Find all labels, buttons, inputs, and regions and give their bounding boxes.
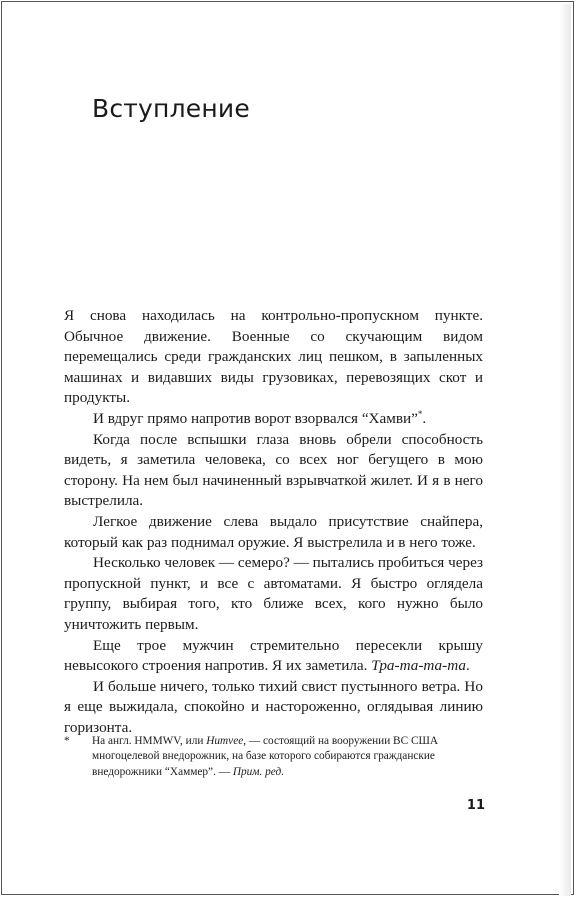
footnote-text-start: На англ. HMMWV, или xyxy=(92,735,207,747)
book-page xyxy=(1,1,574,895)
paragraph-3: Когда после вспышки глаза вновь обрели способность видеть, я заметила человека, со всех ног бегущего в мою сторону. На нем был начиненный взрывчаткой жилет. И я в него выстрелила. xyxy=(64,430,483,510)
paragraph-6-text: Еще трое мужчин стремительно пересекли крышу невысокого строения напротив. Я их заметила. xyxy=(64,636,483,675)
paragraph-1: Я снова находилась на контрольно-пропускном пункте. Обычное движение. Военные со скучающим видом перемещались среди гражданских лиц пешком, в запыленных машинах и видавших виды грузовиках, перевозящих скот и продукты. xyxy=(64,307,483,407)
footnote-text xyxy=(92,734,483,780)
footnote-text-middle: , — состоящий на вооружении ВС США многоцелевой внедорожник, на базе которого собираются гражданские внедорожники “Хаммер”. — xyxy=(92,735,439,778)
chapter-title: Вступление xyxy=(92,94,250,123)
footnote-reference: * xyxy=(417,408,423,419)
footnote-text-end: Прим. ред. xyxy=(232,765,285,778)
body-text xyxy=(64,306,483,738)
page-number: 11 xyxy=(466,798,485,813)
paragraph-4: Легкое движение слева выдало присутствие снайпера, который как раз поднимал оружие. Я выстрелила и в него тоже. xyxy=(64,512,483,551)
paragraph-6-end: . xyxy=(465,657,470,675)
paragraph-2-end: . xyxy=(422,409,427,427)
footnote xyxy=(64,734,483,780)
paragraph-6 xyxy=(64,636,483,677)
paragraph-6-italic: Тра-та-та-та xyxy=(371,657,466,675)
paragraph-7: И больше ничего, только тихий свист пустынного ветра. Но я еще выжидала, спокойно и настороженно, оглядывая линию горизонта. xyxy=(64,677,483,736)
footnote-text-italic: Humvee xyxy=(206,735,244,747)
paragraph-2-text: И вдруг прямо напротив ворот взорвался “Хамви” xyxy=(93,409,418,427)
paragraph-5: Несколько человек — семеро? — пытались пробиться через пропускной пункт, и все с автоматами. Я быстро оглядела группу, выбирая того, кто ближе всех, кого нужно было уничтожить первым. xyxy=(64,554,483,633)
footnote-marker: * xyxy=(64,735,70,747)
paragraph-2 xyxy=(64,409,483,430)
page-edge-shadow xyxy=(559,4,571,896)
